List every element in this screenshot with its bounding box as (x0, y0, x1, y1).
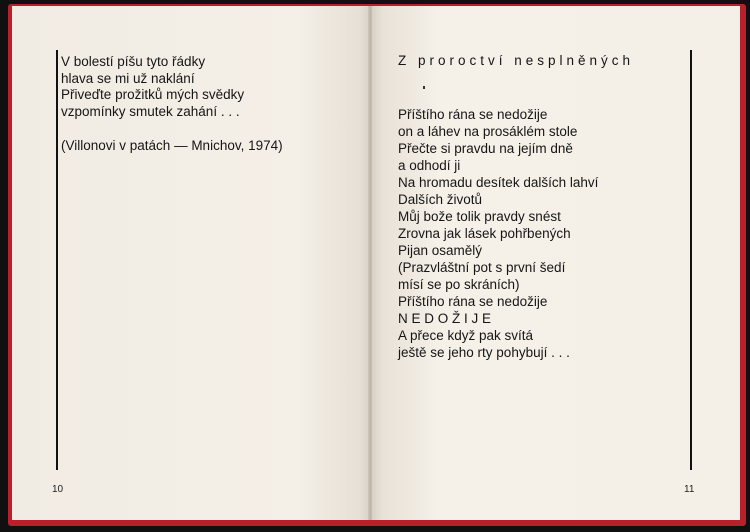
poem-line: hlava se mi už naklání (61, 70, 195, 86)
poem-line: Pijan osamělý (398, 243, 483, 258)
right-margin-rule (690, 50, 692, 470)
poem-line: A přece když pak svítá (398, 328, 534, 343)
poem-line: vzpomínky smutek zahání . . . (61, 103, 240, 119)
poem-line: mísí se po skráních) (398, 277, 520, 292)
poem-line: V bolestí píšu tyto řádky (61, 54, 206, 69)
poem-line: on a láhev na prosáklém stole (398, 124, 578, 139)
print-speck (423, 86, 425, 89)
poem-line-spaced: N E D O Ž I J E (398, 311, 492, 326)
poem-line: ještě se jeho rty pohybují . . . (398, 345, 570, 360)
poem-line: Přiveďte prožitků mých svědky (61, 87, 245, 102)
right-poem (398, 106, 598, 361)
left-margin-rule (56, 50, 58, 470)
poem-line: Příštího rána se nedožije (398, 107, 548, 122)
left-page (12, 6, 370, 520)
left-poem (61, 54, 244, 120)
poem-line: Na hromadu desítek dalších lahví (398, 175, 599, 190)
poem-line: Přečte si pravdu na jejím dně (398, 141, 573, 156)
poem-line: (Prazvláštní pot s první šedí (398, 260, 566, 275)
poem-line: Dalších životů (398, 192, 483, 207)
poem-source: (Villonovi v patách — Mnichov, 1974) (61, 138, 283, 153)
poem-title: Z proroctví nesplněných (398, 53, 635, 68)
poem-line: Můj bože tolik pravdy snést (398, 209, 561, 224)
right-page (372, 6, 740, 520)
page-number-right: 11 (684, 484, 695, 495)
poem-line: Zrovna jak lásek pohřbených (398, 226, 571, 241)
poem-line: a odhodí ji (398, 158, 461, 173)
page-number-left: 10 (52, 484, 64, 495)
poem-line: Příštího rána se nedožije (398, 294, 548, 309)
